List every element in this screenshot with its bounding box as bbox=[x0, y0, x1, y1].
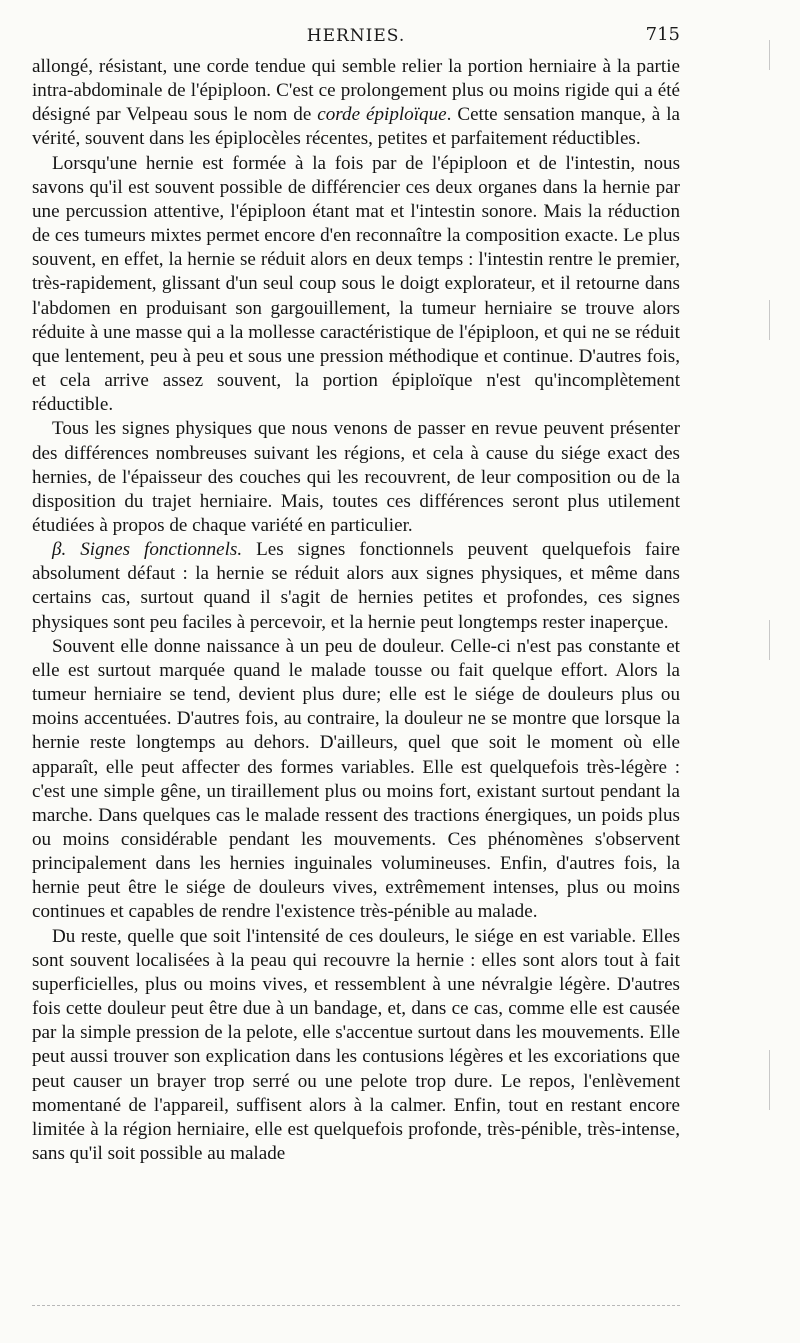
paragraph-1-tail: . Cette sensation manque, à la vérité, souvent dans les épiplocèles récentes, petites et parfaitement réductibles. bbox=[32, 104, 681, 150]
margin-mark bbox=[769, 40, 770, 70]
margin-mark bbox=[769, 620, 770, 660]
italic-term: corde épiploïque bbox=[317, 104, 447, 126]
page-number: 715 bbox=[645, 24, 680, 45]
paragraph-1 bbox=[32, 55, 680, 152]
running-title: HERNIES. bbox=[306, 26, 406, 46]
page-header bbox=[32, 22, 680, 52]
margin-mark bbox=[769, 300, 770, 340]
margin-mark bbox=[769, 1050, 770, 1110]
section-heading: β. Signes fonctionnels. bbox=[52, 539, 243, 561]
paragraph-4-text: Les signes fonctionnels peuvent quelquefois faire absolument défaut : la hernie se réduit alors aux signes physiques, et même dans certains cas, surtout quand il s'agit de hernies petites et profondes, ces signes physiques sont peu faciles à percevoir, et la hernie peut longtemps rester inaperçue. bbox=[32, 539, 680, 633]
paragraph-5: Souvent elle donne naissance à un peu de douleur. Celle-ci n'est pas constante et elle est surtout marquée quand le malade tousse ou fait quelque effort. Alors la tumeur herniaire se tend, devient plus dure; elle est le siége de douleurs plus ou moins accentuées. D'autres fois, au contraire, la douleur ne se montre que lorsque la hernie reste longtemps au dehors. D'ailleurs, quel que soit le moment où elle apparaît, elle peut affecter des formes variables. Elle est quelquefois très-légère : c'est une simple gêne, un tiraillement plus ou moins fort, existant surtout pendant la marche. Dans quelques cas le malade ressent des tractions énergiques, un poids plus ou moins considérable pendant les mouvements. Ces phénomènes s'observent principalement dans les hernies inguinales volumineuses. Enfin, d'autres fois, la hernie peut être le siége de douleurs vives, extrêmement intenses, plus ou moins continues et capables de rendre l'existence très-pénible au malade. bbox=[32, 635, 680, 923]
text-body bbox=[32, 55, 680, 1166]
paragraph-2: Lorsqu'une hernie est formée à la fois par de l'épiploon et de l'intestin, nous savons qu'il est souvent possible de différencier ces deux organes dans la hernie par une percussion attentive, l'épiploon étant mat et l'intestin sonore. Mais la réduction de ces tumeurs mixtes permet encore d'en reconnaître la composition exacte. Le plus souvent, en effet, la hernie se réduit alors en deux temps : l'intestin rentre le premier, très-rapidement, glissant d'un seul coup sous le doigt explorateur, et il retourne dans l'abdomen en produisant son gargouillement, la tumeur herniaire se trouve alors réduite à une masse qui a la mollesse caractéristique de l'épiploon, et qui ne se réduit que lentement, peu à peu et sous une pression méthodique et continue. D'autres fois, et cela arrive assez souvent, la portion épiploïque n'est qu'incomplètement réductible. bbox=[32, 152, 680, 416]
margin-marks bbox=[750, 0, 770, 1343]
paragraph-1-text: allongé, résistant, une corde tendue qui semble relier la portion herniaire à la partie intra-abdominale de l'épiploon. C'est ce prolongement plus ou moins rigide qui a été désigné par Velpeau sous le nom de bbox=[32, 56, 680, 126]
bottom-rule bbox=[32, 1305, 680, 1306]
paragraph-6: Du reste, quelle que soit l'intensité de ces douleurs, le siége en est variable. Elles sont souvent localisées à la peau qui recouvre la hernie : elles sont alors tout à fait superficielles, plus ou moins vives, et ressemblent à une névralgie légère. D'autres fois cette douleur peut être due à un bandage, et, dans ce cas, comme elle est causée par la simple pression de la pelote, elle s'accentue surtout dans les mouvements. Elle peut aussi trouver son explication dans les contusions légères et les excoriations que peut causer un brayer trop serré ou une pelote trop dure. Le repos, l'enlèvement momentané de l'appareil, suffisent alors à la calmer. Enfin, tout en restant encore limitée à la région herniaire, elle est quelquefois profonde, très-pénible, très-intense, sans qu'il soit possible au malade bbox=[32, 925, 680, 1165]
paragraph-4 bbox=[32, 538, 680, 635]
paragraph-3: Tous les signes physiques que nous venons de passer en revue peuvent présenter des différences nombreuses suivant les régions, et cela à cause du siége exact des hernies, de l'épaisseur des couches qui les recouvrent, de leur composition ou de la disposition du trajet herniaire. Mais, toutes ces différences seront plus utilement étudiées à propos de chaque variété en particulier. bbox=[32, 418, 680, 536]
